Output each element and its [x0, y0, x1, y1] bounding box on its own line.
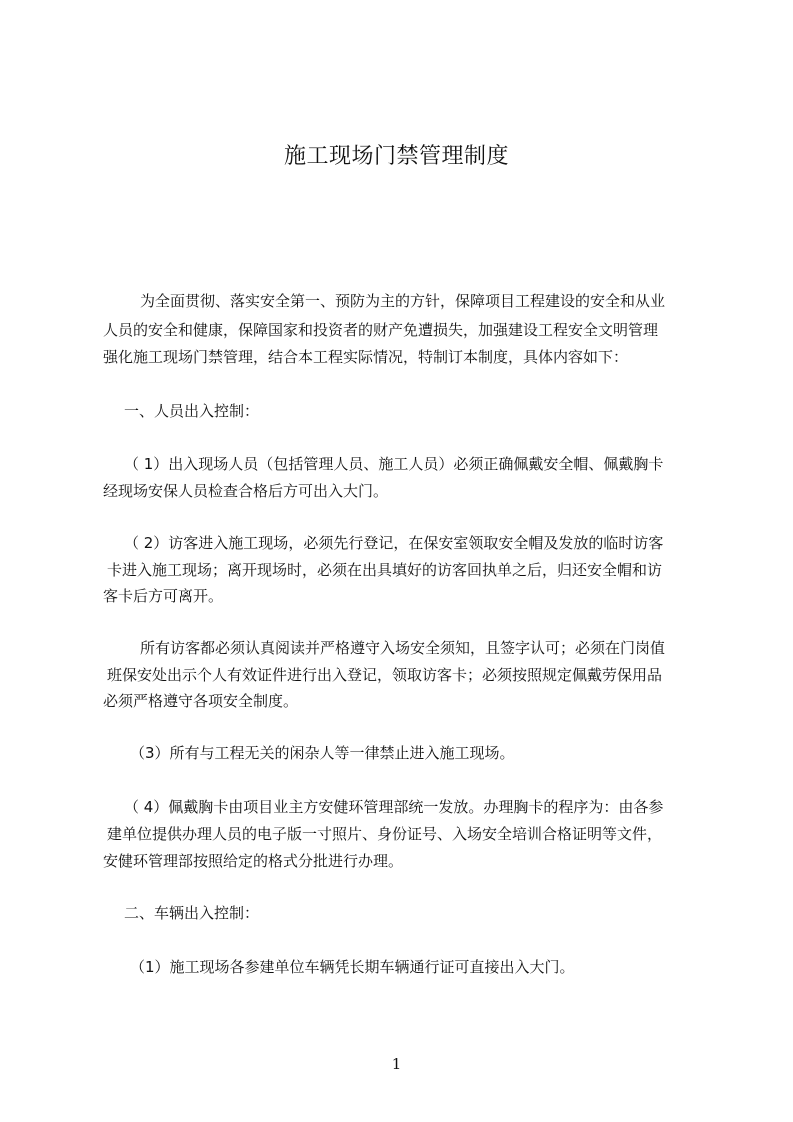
item-4-line-3: 安健环管理部按照给定的格式分批进行办理。	[103, 852, 404, 870]
intro-line-3: 强化施工现场门禁管理，结合本工程实际情况，特制订本制度，具体内容如下：	[103, 348, 629, 366]
visitor-paragraph-line-2: 班保安处出示个人有效证件进行出入登记，领取访客卡；必须按照规定佩戴劳保用品	[107, 666, 663, 684]
intro-line-2: 人员的安全和健康，保障国家和投资者的财产免遭损失，加强建设工程安全文明管理	[103, 321, 659, 339]
section-heading-personnel: 一、人员出入控制：	[124, 402, 260, 420]
visitor-paragraph-line-3: 必须严格遵守各项安全制度。	[103, 692, 299, 710]
item-1-line-1: （ 1）出入现场人员（包括管理人员、施工人员）必须正确佩戴安全帽、佩戴胸卡	[124, 455, 664, 473]
vehicle-item-1: （1）施工现场各参建单位车辆凭长期车辆通行证可直接出入大门。	[130, 958, 575, 976]
section-heading-vehicles: 二、车辆出入控制：	[124, 904, 260, 922]
item-2-line-3: 客卡后方可离开。	[103, 587, 224, 605]
item-4-line-2: 建单位提供办理人员的电子版一寸照片、身份证号、入场安全培训合格证明等文件，	[107, 825, 663, 843]
page-number: 1	[391, 1055, 402, 1073]
visitor-paragraph-line-1: 所有访客都必须认真阅读并严格遵守入场安全须知，且签字认可；必须在门岗值	[140, 639, 666, 657]
document-title: 施工现场门禁管理制度	[283, 144, 509, 169]
intro-line-1: 为全面贯彻、落实安全第一、预防为主的方针，保障项目工程建设的安全和从业	[140, 292, 666, 310]
item-2-line-2: 卡进入施工现场；离开现场时，必须在出具填好的访客回执单之后，归还安全帽和访	[107, 561, 663, 579]
item-4-line-1: （ 4）佩戴胸卡由项目业主方安健环管理部统一发放。办理胸卡的程序为：由各参	[124, 798, 664, 816]
item-3: （3）所有与工程无关的闲杂人等一律禁止进入施工现场。	[130, 744, 515, 762]
item-1-line-2: 经现场安保人员检查合格后方可出入大门。	[103, 482, 389, 500]
item-2-line-1: （ 2）访客进入施工现场，必须先行登记，在保安室领取安全帽及发放的临时访客	[124, 534, 664, 552]
